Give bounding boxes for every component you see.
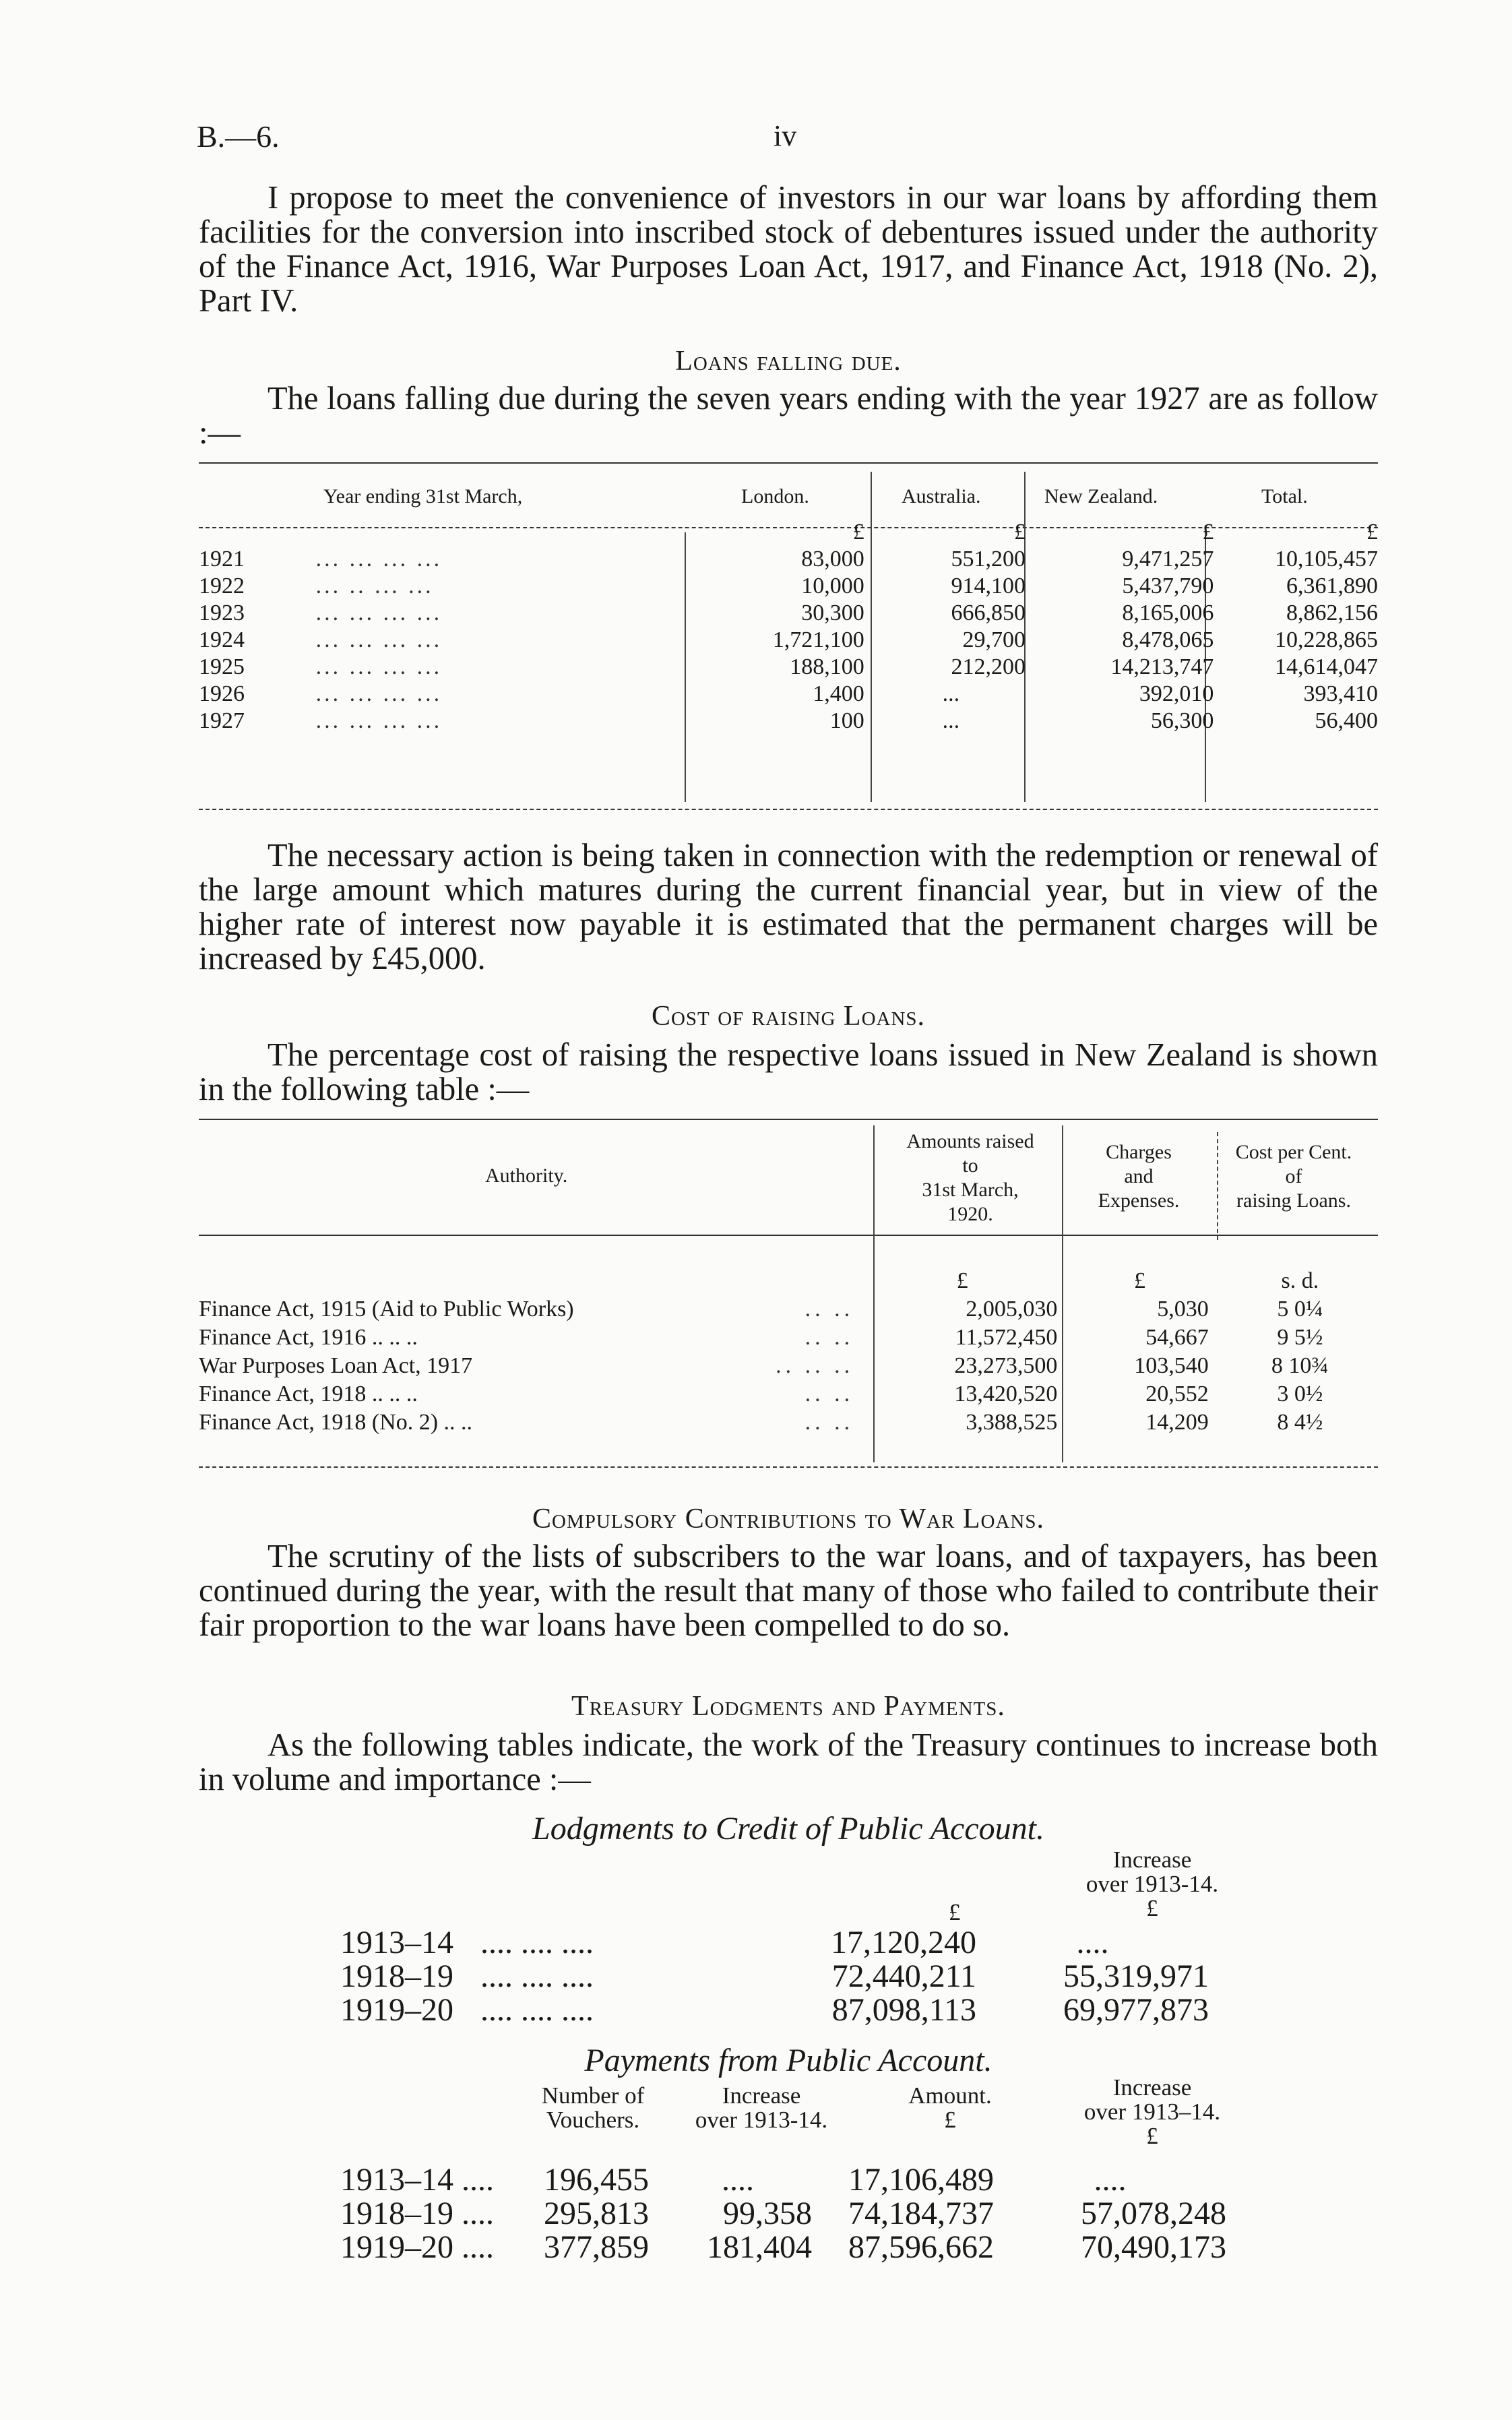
year: 1918–19 [340, 1958, 453, 1994]
payment-amount: 87,596,662 [848, 2229, 994, 2265]
unit-charges: £ [1134, 1268, 1146, 1293]
heading-compulsory-contributions: Compulsory Contributions to War Loans. [532, 1503, 1044, 1534]
london-value: 1,721,100 [772, 627, 864, 652]
amount-raised: 13,420,520 [954, 1382, 1058, 1406]
table-row [340, 2197, 1226, 2231]
table-row [199, 654, 1378, 681]
cost-per-cent: 3 0½ [1277, 1382, 1323, 1406]
australia-value: 666,850 [951, 600, 1026, 625]
leader-dots: .... .... .... [480, 1958, 594, 1994]
paragraph-treasury-intro: As the following tables indicate, the work of the Treasury continues to increase both in volume and importance :— [199, 1727, 1378, 1797]
lodgment-amount: 17,120,240 [831, 1925, 976, 1960]
col-header-amounts: Amounts raised to 31st March, 1920. [906, 1130, 1034, 1225]
authority: War Purposes Loan Act, 1917 [199, 1353, 473, 1378]
amount-raised: 23,273,500 [954, 1353, 1058, 1378]
col-header-cost-per-cent: Cost per Cent. of raising Loans. [1235, 1141, 1352, 1212]
vouchers: 196,455 [544, 2162, 649, 2198]
table-row [199, 1408, 1378, 1437]
australia-value: ... [942, 708, 960, 733]
australia-value: 914,100 [951, 573, 1026, 598]
year: 1926 [199, 681, 245, 706]
payments-table [340, 2163, 1226, 2264]
vouchers-increase: .... [722, 2162, 754, 2198]
authority: Finance Act, 1918 (No. 2) .. .. [199, 1410, 473, 1435]
lodgment-increase: .... [1076, 1925, 1109, 1960]
paragraph-loans-intro: The loans falling due during the seven years ending with the year 1927 are as follow :— [199, 381, 1378, 451]
column-divider [1217, 1132, 1218, 1240]
australia-value: 212,200 [951, 654, 1026, 679]
loans-falling-due-table [199, 519, 1378, 735]
amount-raised: 2,005,030 [966, 1297, 1058, 1322]
paragraph-conversion: I propose to meet the convenience of investors in our war loans by affording them facilities for the conversion into inscribed stock of debentures issued under the authority of the Finance Act, 1916, War Purposes Loan Act, 1917, and Finance Act, 1918 (No. 2), Part IV. [199, 180, 1378, 319]
total-value: 6,361,890 [1286, 573, 1378, 598]
table-row [199, 1380, 1378, 1408]
payment-amount: 74,184,737 [848, 2196, 994, 2231]
leader-dots: .. .. [805, 1297, 854, 1322]
header-rule [199, 1235, 1378, 1236]
unit-nz: £ [1202, 520, 1214, 545]
lodgments-increase-header: Increase over 1913-14. £ [1085, 1847, 1219, 1921]
table-row [199, 573, 1378, 600]
payments-amount-header: Amount. £ [908, 2082, 992, 2133]
total-value: 8,862,156 [1286, 600, 1378, 625]
unit-london: £ [852, 520, 864, 545]
payment-increase: 70,490,173 [1081, 2229, 1226, 2265]
year: 1927 [199, 708, 245, 733]
unit-amount: £ [956, 1268, 968, 1293]
leader-dots: .. .. [805, 1325, 854, 1350]
col-header-total: Total. [1261, 485, 1308, 507]
vouchers: 377,859 [544, 2229, 649, 2265]
paragraph-redemption: The necessary action is being taken in connection with the redemption or renewal of the large amount which matures during the current financial year, but in view of the higher rate of interest now payable it is estimated that the permanent charges will be increased by £45,000. [199, 838, 1378, 976]
cost-per-cent: 9 5½ [1277, 1325, 1323, 1350]
table-row [199, 1352, 1378, 1380]
london-value: 100 [829, 708, 864, 733]
leader-dots: ... ... ... ... [315, 681, 443, 706]
nz-value: 5,437,790 [1122, 573, 1214, 598]
col-header-authority: Authority. [485, 1165, 568, 1187]
paragraph-scrutiny: The scrutiny of the lists of subscribers to the war loans, and of taxpayers, has been continued during the year, with the result that many of those who failed to contribute their fair proportion to the war loans have been compelled to do so. [199, 1539, 1378, 1643]
heading-treasury-lodgments: Treasury Lodgments and Payments. [571, 1691, 1005, 1722]
table-row [340, 1926, 1209, 1960]
australia-value: 551,200 [951, 547, 1026, 571]
payments-increase-vouchers-header: Increase over 1913-14. [695, 2082, 828, 2133]
table-bottom-rule [199, 1466, 1378, 1468]
table-row [199, 600, 1378, 627]
london-value: 188,100 [790, 654, 864, 679]
unit-australia: £ [1013, 520, 1026, 545]
vouchers: 295,813 [544, 2196, 649, 2231]
leader-dots: .. .. [805, 1382, 854, 1406]
col-header-london: London. [741, 485, 809, 507]
amount-raised: 11,572,450 [955, 1325, 1058, 1350]
cost-per-cent: 5 0¼ [1277, 1297, 1323, 1322]
document-reference: B.—6. [197, 119, 280, 154]
nz-value: 392,010 [1139, 681, 1214, 706]
cost-per-cent: 8 10¾ [1271, 1353, 1329, 1378]
leader-dots: .... .... .... [480, 1992, 594, 2028]
unit-cost: s. d. [1281, 1268, 1319, 1293]
col-header-year: Year ending 31st March, [323, 485, 523, 507]
charges-expenses: 54,667 [1145, 1325, 1209, 1350]
leader-dots: ... ... ... ... [315, 600, 443, 625]
year: 1913–14 .... [340, 2162, 494, 2198]
leader-dots: ... ... ... ... [315, 708, 443, 733]
leader-dots: ... ... ... ... [315, 627, 443, 652]
unit-total: £ [1366, 520, 1378, 545]
total-value: 14,614,047 [1275, 654, 1378, 679]
heading-loans-falling-due: Loans falling due. [675, 346, 902, 377]
leader-dots: ... ... ... ... [315, 547, 443, 571]
cost-per-cent: 8 4½ [1277, 1410, 1323, 1435]
col-header-australia: Australia. [902, 485, 981, 507]
payment-increase: .... [1094, 2162, 1127, 2198]
lodgments-table [340, 1926, 1209, 2027]
table-row [199, 1267, 1378, 1295]
lodgments-title: Lodgments to Credit of Public Account. [532, 1811, 1044, 1847]
lodgments-amount-unit: £ [949, 1899, 961, 1925]
london-value: 30,300 [801, 600, 864, 625]
year: 1922 [199, 573, 245, 598]
year: 1919–20 [340, 1992, 453, 2028]
lodgment-increase: 55,319,971 [1063, 1958, 1209, 1994]
payments-vouchers-header: Number of Vouchers. [541, 2082, 645, 2133]
london-value: 10,000 [801, 573, 864, 598]
total-value: 10,105,457 [1275, 547, 1378, 571]
authority: Finance Act, 1918 .. .. .. [199, 1382, 418, 1406]
london-value: 1,400 [813, 681, 864, 706]
table-row [199, 627, 1378, 654]
vouchers-increase: 99,358 [723, 2196, 812, 2231]
australia-value: ... [942, 681, 960, 706]
lodgment-increase: 69,977,873 [1063, 1992, 1209, 2028]
charges-expenses: 103,540 [1134, 1353, 1209, 1378]
total-value: 56,400 [1315, 708, 1378, 733]
table-row [340, 1960, 1209, 1993]
col-header-new-zealand: New Zealand. [1044, 485, 1158, 507]
paragraph-cost-intro: The percentage cost of raising the respective loans issued in New Zealand is shown in the following table :— [199, 1037, 1378, 1107]
london-value: 83,000 [801, 547, 864, 571]
lodgment-amount: 87,098,113 [831, 1992, 976, 2028]
year: 1913–14 [340, 1925, 453, 1960]
total-value: 10,228,865 [1275, 627, 1378, 652]
year: 1924 [199, 627, 245, 652]
authority: Finance Act, 1915 (Aid to Public Works) [199, 1297, 574, 1322]
heading-cost-of-raising-loans: Cost of raising Loans. [651, 1001, 926, 1032]
charges-expenses: 14,209 [1145, 1410, 1209, 1435]
total-value: 393,410 [1303, 681, 1378, 706]
leader-dots: ... ... ... ... [315, 654, 443, 679]
nz-value: 8,165,006 [1122, 600, 1214, 625]
table-top-rule [199, 462, 1378, 464]
nz-value: 14,213,747 [1110, 654, 1214, 679]
payments-title: Payments from Public Account. [584, 2043, 993, 2078]
payment-amount: 17,106,489 [848, 2162, 994, 2198]
table-row [199, 681, 1378, 708]
table-row [340, 1993, 1209, 2027]
leader-dots: .. .. [805, 1410, 854, 1435]
vouchers-increase: 181,404 [707, 2229, 812, 2265]
table-bottom-rule [199, 809, 1378, 810]
table-row [199, 546, 1378, 573]
nz-value: 8,478,065 [1122, 627, 1214, 652]
year: 1921 [199, 547, 245, 571]
payment-increase: 57,078,248 [1081, 2196, 1226, 2231]
cost-of-raising-table [199, 1267, 1378, 1437]
charges-expenses: 5,030 [1157, 1297, 1209, 1322]
leader-dots: ... .. ... ... [315, 573, 434, 598]
leader-dots: .... .... .... [480, 1925, 594, 1960]
charges-expenses: 20,552 [1145, 1382, 1209, 1406]
page-number: iv [774, 119, 797, 152]
nz-value: 9,471,257 [1122, 547, 1214, 571]
year: 1918–19 .... [340, 2196, 494, 2231]
year: 1919–20 .... [340, 2229, 494, 2265]
lodgment-amount: 72,440,211 [831, 1958, 976, 1994]
australia-value: 29,700 [962, 627, 1026, 652]
col-header-charges: Charges and Expenses. [1098, 1141, 1180, 1212]
leader-dots: .. .. .. [776, 1353, 854, 1378]
table-row [199, 708, 1378, 735]
payments-increase-header: Increase over 1913–14. £ [1083, 2074, 1221, 2149]
authority: Finance Act, 1916 .. .. .. [199, 1325, 418, 1350]
table-top-rule [199, 1119, 1378, 1120]
year: 1925 [199, 654, 245, 679]
nz-value: 56,300 [1150, 708, 1214, 733]
year: 1923 [199, 600, 245, 625]
table-row [199, 519, 1378, 546]
table-row [340, 2231, 1226, 2264]
table-row [199, 1324, 1378, 1352]
table-row [340, 2163, 1226, 2197]
table-row [199, 1295, 1378, 1324]
amount-raised: 3,388,525 [966, 1410, 1058, 1435]
